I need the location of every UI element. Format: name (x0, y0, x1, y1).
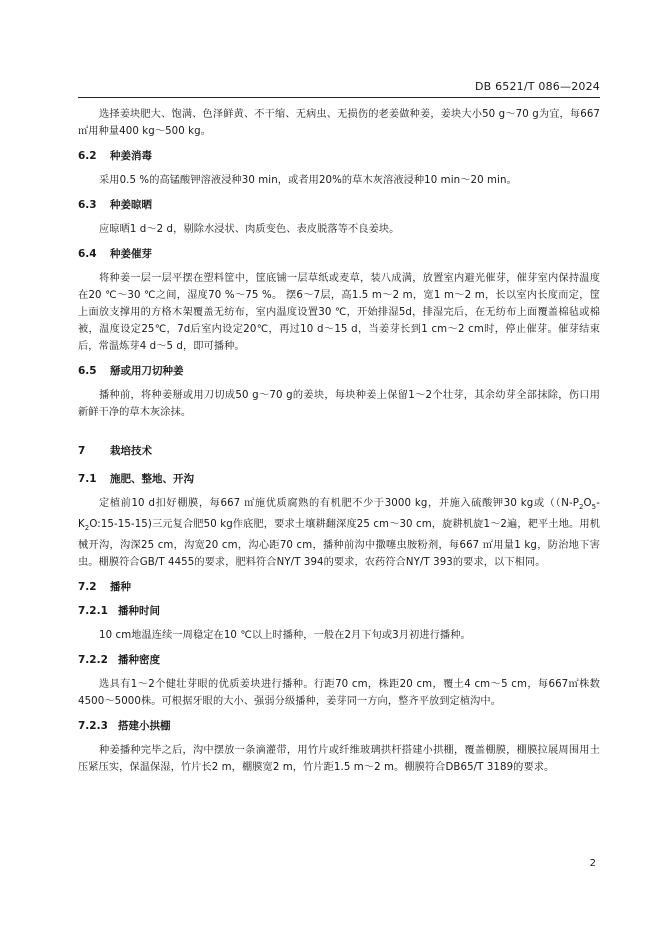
header-rule (78, 97, 600, 98)
section-6-3-text: 应晾晒1 d～2 d，剔除水浸状、肉质变色、表皮脱落等不良姜块。 (99, 224, 400, 235)
section-6-5-text: 播种前，将种姜掰或用刀切成50 g～70 g的姜块，每块种姜上保留1～2个壮芽，其余幼芽全部抹除，伤口用新鲜干净的草木灰涂抹。 (78, 390, 600, 418)
section-7-2-1-heading (78, 603, 600, 619)
section-title: 播种时间 (118, 605, 160, 618)
page-number: 2 (589, 858, 596, 869)
chapter-title: 栽培技术 (110, 445, 152, 457)
section-title: 种姜晾晒 (110, 199, 152, 211)
section-7-1-text (78, 495, 600, 571)
text-run: O (583, 498, 592, 509)
section-number: 6.2 (78, 150, 97, 162)
section-title: 掰或用刀切种姜 (110, 365, 184, 377)
subscript: 5 (591, 503, 597, 512)
document-body (78, 106, 600, 782)
section-title: 施肥、整地、开沟 (110, 473, 194, 485)
section-7-2-heading (78, 579, 600, 595)
section-7-2-3-heading (78, 718, 600, 734)
section-number: 6.5 (78, 365, 97, 377)
section-number: 7.2.2 (78, 654, 108, 667)
text-run: O:15-15-15)三元复合肥50 kg作底肥，要求土壤耕翻深度25 cm～30 cm，旋耕机旋1～2遍，耙平土地。用机械开沟，沟深25 cm，沟宽20 cm，沟心距70 cm，播种前沟中撒噻虫胺粉剂，每667 ㎡用量1 kg，防治地下害虫。棚膜符合GB/T 4455的要求，肥料符合NY/T 394的要求，农药符合NY/T 393的要求，以下相同。 (78, 519, 600, 569)
section-title: 播种 (110, 581, 131, 594)
chapter-number: 7 (78, 445, 86, 457)
chapter-7-heading (78, 443, 600, 459)
section-number: 7.2 (78, 581, 97, 594)
section-7-2-2-text: 选具有1～2个健壮芽眼的优质姜块进行播种。行距70 cm，株距20 cm，覆土4 cm～5 cm，每667㎡株数4500～5000株。可根据牙眼的大小、强弱分级播种，姜芽同一方向，整齐平放到定植沟中。 (78, 679, 600, 708)
section-number: 6.4 (78, 248, 97, 260)
section-6-2-text: 采用0.5 %的高锰酸钾溶液浸种30 min，或者用20%的草木灰溶液浸种10 min～20 min。 (99, 175, 517, 186)
section-7-2-2-heading (78, 652, 600, 668)
section-title: 种姜消毒 (110, 150, 152, 162)
subscript: 2 (578, 503, 584, 512)
section-title: 播种密度 (118, 654, 160, 667)
section-7-1-heading (78, 471, 600, 487)
section-7-2-1-text: 10 cm地温连续一周稳定在10 ℃以上时播种，一般在2月下旬或3月初进行播种。 (99, 630, 471, 642)
text-run: 定植前10 d扣好棚膜，每667 ㎡施优质腐熟的有机肥不少于3000 kg，并施入硫酸钾30 kg或（（N-P (99, 498, 579, 509)
section-6-4-text: 将种姜一层一层平摆在塑料筐中，筐底铺一层草纸或麦草，装八成满，放置室内避光催芽，催芽室内保持温度在20 ℃～30 ℃之间，湿度70 %～75 %。 摆6～7层，高1.5 m～2 m，宽1 m～2 m，长以室内长度而定，筐上面放支撑用的方格木架覆盖无纺布，室内温度设置30 ℃，开始排湿5d，排湿完后，在无纺布上面覆盖棉毡或棉被，温度设定25℃，7d后室内设定20℃，再过10 d～15 d，当姜芽长到1 cm～2 cm时，停止催芽。催芽结束后，常温炼芽4 d～5 d，即可播种。 (78, 273, 600, 352)
section-title: 种姜催芽 (110, 248, 152, 260)
section-number: 7.1 (78, 473, 97, 485)
section-6-4-heading (78, 246, 600, 262)
section-number: 7.2.1 (78, 605, 108, 618)
document-code: DB 6521/T 086—2024 (474, 80, 600, 93)
section-6-2-heading (78, 148, 600, 164)
section-6-3-heading (78, 197, 600, 213)
section-number: 6.3 (78, 199, 97, 211)
subscript: 2 (84, 524, 90, 533)
section-title: 搭建小拱棚 (118, 720, 171, 733)
section-6-5-heading (78, 363, 600, 379)
section-7-2-3-text: 种姜播种完毕之后，沟中摆放一条滴灌带，用竹片或纤维玻璃拱杆搭建小拱棚，覆盖棚膜，棚膜拉展周围用土压紧压实，保温保湿，竹片长2 m，棚膜宽2 m，竹片距1.5 m～2 m。棚膜符合DB65/T 3189的要求。 (78, 745, 600, 774)
section-6-1-text: 选择姜块肥大、饱满、色泽鲜黄、不干缩、无病虫、无损伤的老姜做种姜，姜块大小50 g～70 g为宜，每667 ㎡用种量400 kg～500 kg。 (78, 109, 600, 137)
section-number: 7.2.3 (78, 720, 108, 733)
text-run: -K (78, 498, 600, 531)
